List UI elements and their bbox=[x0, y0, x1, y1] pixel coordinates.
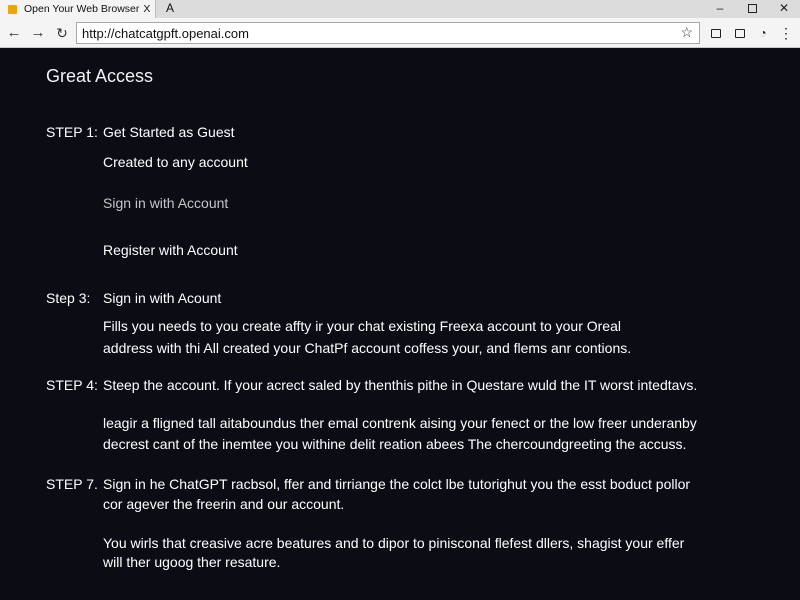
reload-icon: ↻ bbox=[56, 25, 68, 41]
maximize-icon bbox=[748, 4, 757, 13]
new-tab-button[interactable]: A bbox=[166, 1, 175, 15]
step-1-option-create: Created to any account bbox=[103, 154, 248, 170]
browser-tab[interactable] bbox=[0, 0, 156, 18]
step-1-option-register[interactable]: Register with Account bbox=[103, 242, 238, 258]
tab-title: Open Your Web Browser bbox=[24, 3, 140, 15]
step-7-text-line: will ther ugoog ther resature. bbox=[103, 554, 281, 570]
profile-button[interactable] bbox=[753, 22, 773, 44]
menu-button[interactable] bbox=[776, 22, 796, 44]
bookmark-star-icon[interactable]: ☆ bbox=[680, 24, 693, 40]
step-4-text-line: decrest cant of the inemtee you withine delit reation abees The chercoundgreeting the accuss. bbox=[103, 436, 687, 452]
extensions-button[interactable] bbox=[730, 22, 750, 44]
step-7-text-line: You wirls that creasive acre beatures and to dipor to pinisconal flefest dllers, shagist your effer bbox=[103, 535, 685, 551]
back-button[interactable] bbox=[4, 22, 24, 44]
step-1-label: STEP 1: bbox=[46, 124, 98, 140]
step-3-title: Sign in with Acount bbox=[103, 290, 222, 306]
step-1-title: Get Started as Guest bbox=[103, 124, 235, 140]
arrow-right-icon: → bbox=[30, 24, 46, 41]
browser-toolbar bbox=[0, 18, 800, 48]
step-3-text-line: address with thi All created your ChatPf account coffess your, and flems anr contions. bbox=[103, 340, 632, 356]
step-4-title: Steep the account. If your acrect saled by thenthis pithe in Questare wuld the IT worst intedtavs. bbox=[103, 377, 698, 393]
minimize-button[interactable]: – bbox=[716, 1, 724, 15]
step-4-label: STEP 4: bbox=[46, 377, 98, 393]
step-4-text-line: leagir a fligned tall aitaboundus ther emal contrenk aising your fenect or the low freer underanby bbox=[103, 415, 697, 431]
address-bar[interactable] bbox=[76, 22, 700, 44]
reload-button[interactable] bbox=[52, 22, 72, 44]
step-7-title: Sign in he ChatGPT racbsol, ffer and tirriange the colct lbe tutorighut you the esst boduct pollor bbox=[103, 476, 691, 492]
close-window-button[interactable]: ✕ bbox=[778, 1, 790, 15]
profile-icon: ◔ bbox=[759, 26, 767, 40]
step-7-label: STEP 7. bbox=[46, 476, 98, 492]
url-text[interactable]: http://chatcatgpft.openai.com bbox=[82, 25, 249, 41]
extensions-icon bbox=[735, 29, 745, 38]
page-title: Great Access bbox=[46, 66, 154, 86]
arrow-left-icon: ← bbox=[6, 24, 22, 41]
reading-list-icon bbox=[711, 29, 721, 38]
tab-strip bbox=[0, 0, 800, 18]
step-3-text-line: Fills you needs to you create affty ir your chat existing Freexa account to your Oreal bbox=[103, 318, 621, 334]
kebab-menu-icon: ⋮ bbox=[779, 25, 793, 41]
tab-close-button[interactable]: X bbox=[143, 3, 151, 15]
folder-icon bbox=[8, 5, 17, 14]
step-7-text-line: cor agever the freerin and our account. bbox=[103, 496, 345, 512]
forward-button[interactable] bbox=[28, 22, 48, 44]
step-3-label: Step 3: bbox=[46, 290, 91, 306]
page-content bbox=[0, 49, 800, 600]
step-1-option-sign-in[interactable]: Sign in with Account bbox=[103, 195, 229, 211]
maximize-button[interactable] bbox=[738, 0, 766, 18]
reading-list-button[interactable] bbox=[706, 22, 726, 44]
